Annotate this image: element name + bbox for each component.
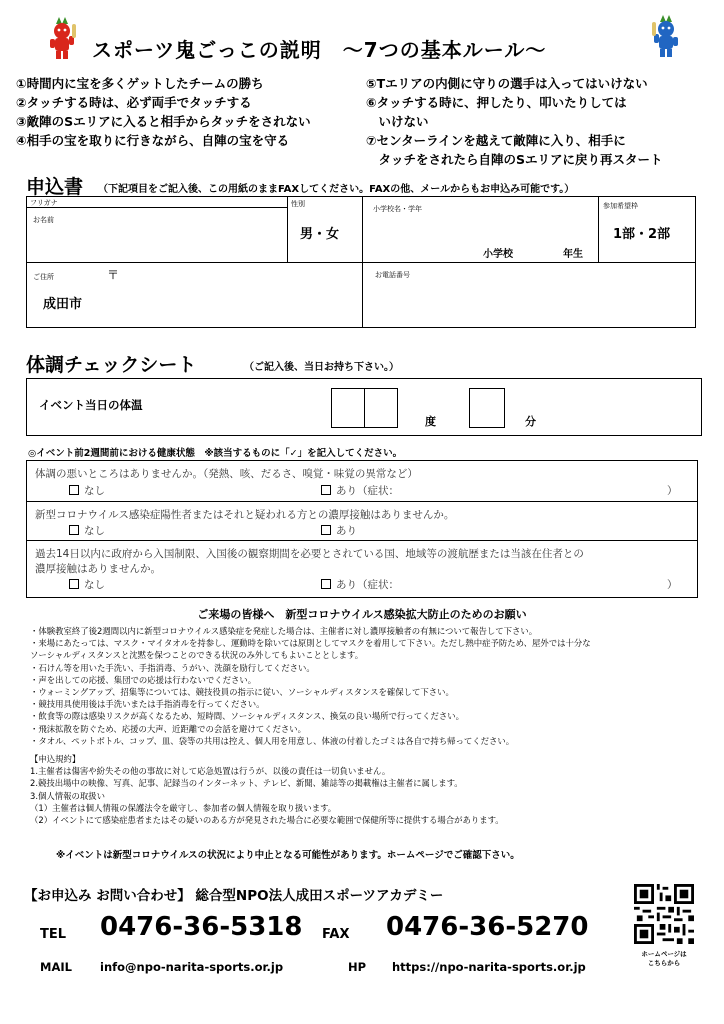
option-yes[interactable]: あり <box>321 523 357 538</box>
hp-label: HP <box>348 960 367 974</box>
question-row <box>26 501 698 541</box>
school-suffix: 小学校 <box>483 249 513 260</box>
minute-label: 分 <box>525 415 536 428</box>
application-form <box>26 196 696 328</box>
notice-item: ・声を出しての応援、集団での応援は行わないでください。 <box>30 674 257 685</box>
fax-label: FAX <box>322 927 350 942</box>
rule-item: ⑦センターラインを越えて敵陣に入り、相手に <box>366 133 626 148</box>
grade-suffix: 年生 <box>563 249 583 260</box>
close-paren: ） <box>667 579 678 591</box>
rule-item: ①時間内に宝を多くゲットしたチームの勝ち <box>16 76 264 91</box>
rule-item: ⑥タッチする時に、押したり、叩いたりしては <box>366 95 627 110</box>
phone-field[interactable] <box>362 262 696 328</box>
rule-item: ③敵陣のSエリアに入ると相手からタッチをされない <box>16 114 311 129</box>
name-field[interactable] <box>26 207 288 263</box>
health-instruction: ◎イベント前2週間前における健康状態 ※該当するものに「✓」を記入してください。 <box>28 448 403 459</box>
notice-item: ・飛沫拡散を防ぐため、応援の大声、近距離での会話を避けてください。 <box>30 723 307 734</box>
rule-item: タッチをされたら自陣のSエリアに戻り再スタート <box>366 152 663 167</box>
checkbox[interactable] <box>69 579 79 589</box>
application-title: 申込書 <box>26 176 84 198</box>
terms-item: （1）主催者は個人情報の保護法令を厳守し、参加者の個人情報を取り扱います。 <box>30 802 337 813</box>
terms-title: 【申込規約】 <box>30 754 81 764</box>
notice-item: ・タオル、ペットボトル、コップ、皿、袋等の共用は控え、個人用を用意し、体液の付着したゴミは各自で持ち帰ってください。 <box>30 735 515 746</box>
degree-label: 度 <box>425 415 436 428</box>
close-paren: ） <box>667 485 678 497</box>
name-label: お名前 <box>33 216 54 224</box>
blue-oni-mascot-icon <box>646 14 686 58</box>
part-label: 参加希望枠 <box>603 202 638 210</box>
part-options[interactable]: 1部・2部 <box>613 227 671 242</box>
page-title: スポーツ鬼ごっこの説明 ～7つの基本ルール～ <box>92 38 547 62</box>
notice-item: ・飲食等の際は感染リスクが高くなるため、短時間、ソーシャルディスタンス、換気の良い場所で行ってください。 <box>30 711 464 722</box>
checkbox[interactable] <box>69 485 79 495</box>
temperature-digit-2[interactable] <box>364 388 398 428</box>
health-questions <box>26 460 698 598</box>
contact-heading: 【お申込み お問い合わせ】 総合型NPO法人成田スポーツアカデミー <box>24 888 444 904</box>
rules-left <box>16 74 311 150</box>
terms-item: 1.主催者は傷害や紛失その他の事故に対して応急処置は行うが、以後の責任は一切負いません。 <box>30 766 391 777</box>
question-row <box>26 540 698 598</box>
application-note: （下記項目をご記入後、この用紙のままFAXしてください。FAXの他、メールからもお申込み可能です。） <box>98 184 575 195</box>
checkbox[interactable] <box>69 525 79 535</box>
address-field[interactable] <box>26 262 363 328</box>
rule-item: ⑤Tエリアの内側に守りの選手は入ってはいけない <box>366 76 648 91</box>
fax-number[interactable]: 0476-36-5270 <box>386 912 589 942</box>
checkbox[interactable] <box>321 579 331 589</box>
terms-item: （2）イベントにて感染症患者またはその疑いのある方が発見された場合に必要な範囲で保健所等に提供する場合があります。 <box>30 815 504 826</box>
hp-link[interactable]: https://npo-narita-sports.or.jp <box>392 960 586 974</box>
notice-item: ・ウォーミングアップ、招集等については、競技役員の指示に従い、ソーシャルディスタンスを確保して下さい。 <box>30 687 454 698</box>
notice-item: ・来場にあたっては、マスク・マイタオルを持参し、運動時を除いては原則としてマスクを着用して下さい。ただし熱中症予防ため、屋外では十分な <box>30 638 591 649</box>
address-label: ご住所 <box>33 273 54 281</box>
rules-right <box>366 74 663 169</box>
terms-item: 3.個人情報の取扱い <box>30 790 105 801</box>
notice-item: ・体験教室終了後2週間以内に新型コロナウイルス感染症を発症した場合は、主催者に対し濃厚接触者の有無について報告して下さい。 <box>30 626 538 636</box>
address-value: 成田市 <box>43 297 83 312</box>
gender-options[interactable]: 男・女 <box>300 227 340 242</box>
option-yes[interactable]: あり（症状： <box>321 577 399 592</box>
checkbox[interactable] <box>321 525 331 535</box>
notice-list <box>30 625 591 747</box>
gender-field[interactable] <box>287 196 363 263</box>
tel-number[interactable]: 0476-36-5318 <box>100 912 303 942</box>
option-none[interactable]: なし <box>69 577 105 592</box>
school-field[interactable] <box>362 196 599 263</box>
question-row <box>26 460 698 502</box>
temperature-decimal[interactable] <box>469 388 505 428</box>
tel-label: TEL <box>40 927 67 942</box>
notice-item: ・石けん等を用いた手洗い、手指消毒、うがい、洗顔を励行してください。 <box>30 662 315 673</box>
qr-caption: ホームページは こちらから <box>641 950 687 967</box>
cancellation-warning: ※イベントは新型コロナウイルスの状況により中止となる可能性があります。ホームページでご確認下さい。 <box>56 850 520 861</box>
notice-item: ソーシャルディスタンスと沈黙を保つことのできる状況のみ外してもよいこととします。 <box>30 650 364 661</box>
option-none[interactable]: なし <box>69 483 105 498</box>
rule-item: ②タッチする時は、必ず両手でタッチする <box>16 95 252 110</box>
notice-item: ・競技用具使用後は手洗いまたは手指消毒を行ってください。 <box>30 699 265 710</box>
rule-item: ④相手の宝を取りに行きながら、自陣の宝を守る <box>16 133 290 148</box>
health-note: （ご記入後、当日お持ち下さい。） <box>244 362 399 373</box>
option-yes[interactable]: あり（症状： <box>321 483 399 498</box>
postal-mark: 〒 <box>107 268 120 282</box>
health-title: 体調チェックシート <box>26 354 197 376</box>
terms-item: 2.競技出場中の映像、写真、記事、記録当のインターネット、テレビ、新聞、雑誌等の掲載権は主催者に属します。 <box>30 778 463 789</box>
checkbox[interactable] <box>321 485 331 495</box>
temperature-label: イベント当日の体温 <box>39 398 143 412</box>
question-text: 体調の悪いところはありませんか。（発熱、咳、だるさ、嗅覚・味覚の異常など） <box>35 468 418 480</box>
school-label: 小学校名・学年 <box>373 205 422 213</box>
qr-code-icon[interactable] <box>634 884 694 944</box>
furigana-label: フリガナ <box>30 199 58 207</box>
temperature-digit-1[interactable] <box>331 388 365 428</box>
mail-label: MAIL <box>40 960 72 974</box>
temperature-box <box>26 378 702 436</box>
part-field[interactable] <box>598 196 696 263</box>
terms-list <box>30 753 504 826</box>
phone-label: お電話番号 <box>375 271 410 279</box>
mail-link[interactable]: info@npo-narita-sports.or.jp <box>100 960 284 974</box>
question-text-cont: 濃厚接触はありませんか。 <box>35 563 161 575</box>
red-oni-mascot-icon <box>42 16 82 60</box>
option-none[interactable]: なし <box>69 523 105 538</box>
question-text: 過去14日以内に政府から入国制限、入国後の観察期間を必要とされている国、地域等の渡航歴または当該在住者との <box>35 548 584 560</box>
question-text: 新型コロナウイルス感染症陽性者またはそれと疑われる方との濃厚接触はありませんか。 <box>35 509 455 521</box>
notice-title: ご来場の皆様へ 新型コロナウイルス感染拡大防止のためのお願い <box>197 608 527 621</box>
rule-item: いけない <box>366 114 429 129</box>
gender-label: 性別 <box>291 200 305 208</box>
